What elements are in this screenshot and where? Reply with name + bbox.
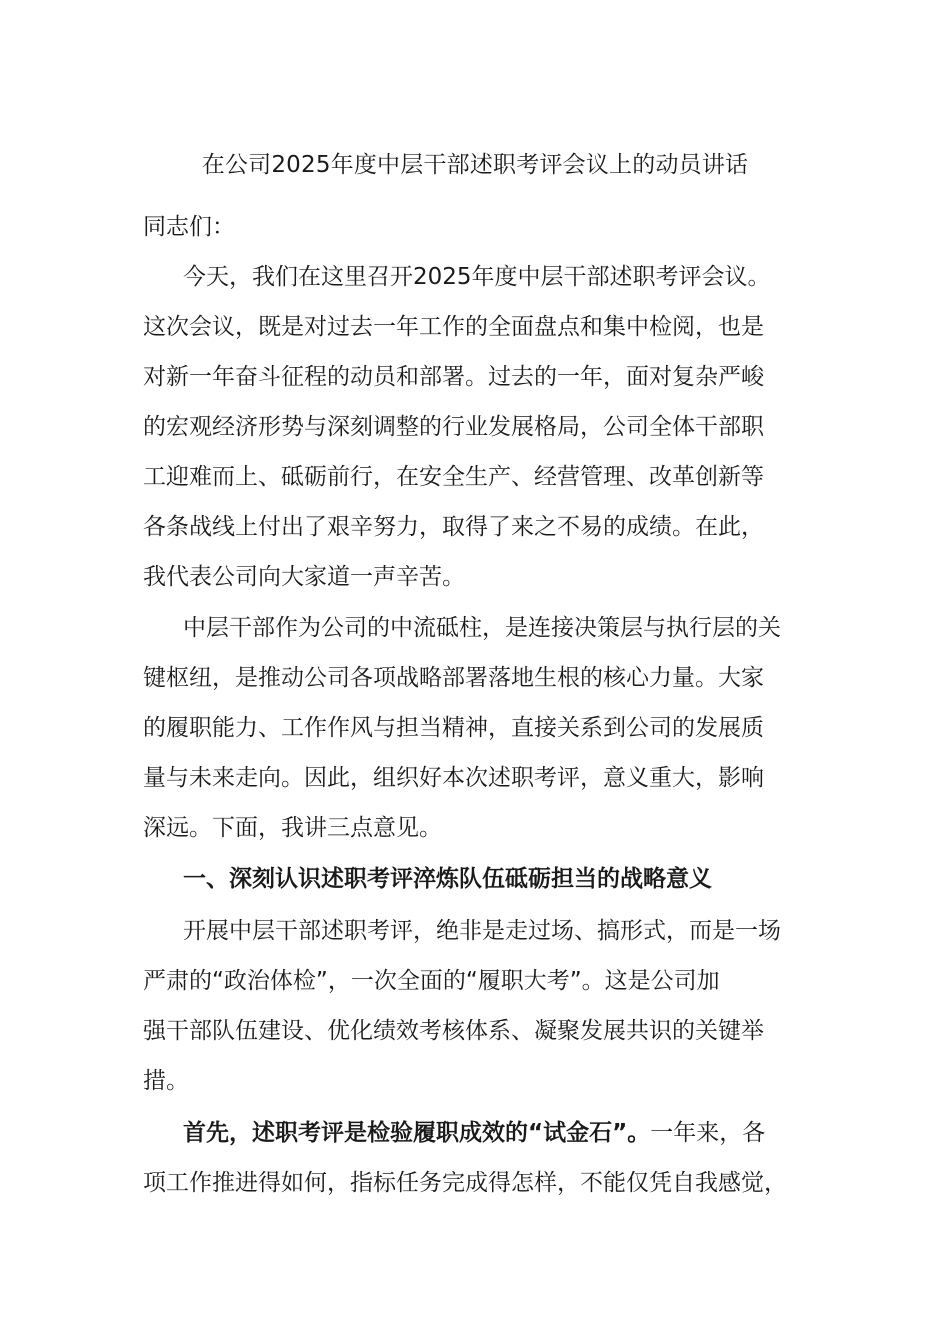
text-line: 严肃的“政治体检”，一次全面的“履职大考”。这是公司加 — [143, 968, 720, 994]
text-line: 各条战线上付出了艰辛努力，取得了来之不易的成绩。在此， — [143, 514, 764, 540]
text-line: 的履职能力、工作作风与担当精神，直接关系到公司的发展质 — [143, 715, 764, 741]
text-line: 强干部队伍建设、优化绩效考核体系、凝聚发展共识的关键举 — [143, 1018, 764, 1044]
document-title: 在公司2025年度中层干部述职考评会议上的动员讲话 — [201, 152, 749, 178]
section-1-heading: 一、深刻认识述职考评淬炼队伍砥砺担当的战略意义 — [183, 866, 712, 892]
lead-continuation: 一年来，各 — [650, 1120, 766, 1146]
text-line: 量与未来走向。因此，组织好本次述职考评，意义重大，影响 — [143, 765, 764, 791]
paragraph-4 — [143, 1108, 807, 1208]
text-line: 的宏观经济形势与深刻调整的行业发展格局，公司全体干部职 — [143, 414, 764, 440]
paragraph-3 — [143, 906, 807, 1106]
salutation: 同志们： — [143, 214, 235, 240]
text-line: 中层干部作为公司的中流砥柱，是连接决策层与执行层的关 — [183, 615, 781, 641]
bold-lead-phrase: 首先，述职考评是检验履职成效的“试金石”。 — [183, 1120, 651, 1146]
text-line: 键枢纽，是推动公司各项战略部署落地生根的核心力量。大家 — [143, 665, 764, 691]
section-heading — [143, 854, 807, 904]
text-line: 深远。下面，我讲三点意见。 — [143, 815, 442, 841]
text-line: 开展中层干部述职考评，绝非是走过场、搞形式，而是一场 — [183, 918, 781, 944]
text-line: 这次会议，既是对过去一年工作的全面盘点和集中检阅，也是 — [143, 314, 764, 340]
text-line: 项工作推进得如何，指标任务完成得怎样，不能仅凭自我感觉， — [143, 1170, 787, 1196]
text-line: 我代表公司向大家道一声辛苦。 — [143, 564, 465, 590]
text-line: 对新一年奋斗征程的动员和部署。过去的一年，面对复杂严峻 — [143, 364, 764, 390]
paragraph-2 — [143, 603, 807, 853]
text-line: 今天，我们在这里召开2025年度中层干部述职考评会议。 — [183, 264, 771, 290]
text-line: 工迎难而上、砥砺前行，在安全生产、经营管理、改革创新等 — [143, 464, 764, 490]
text-line: 措。 — [143, 1068, 189, 1094]
paragraph-1 — [143, 252, 807, 602]
text-line — [143, 1108, 807, 1158]
